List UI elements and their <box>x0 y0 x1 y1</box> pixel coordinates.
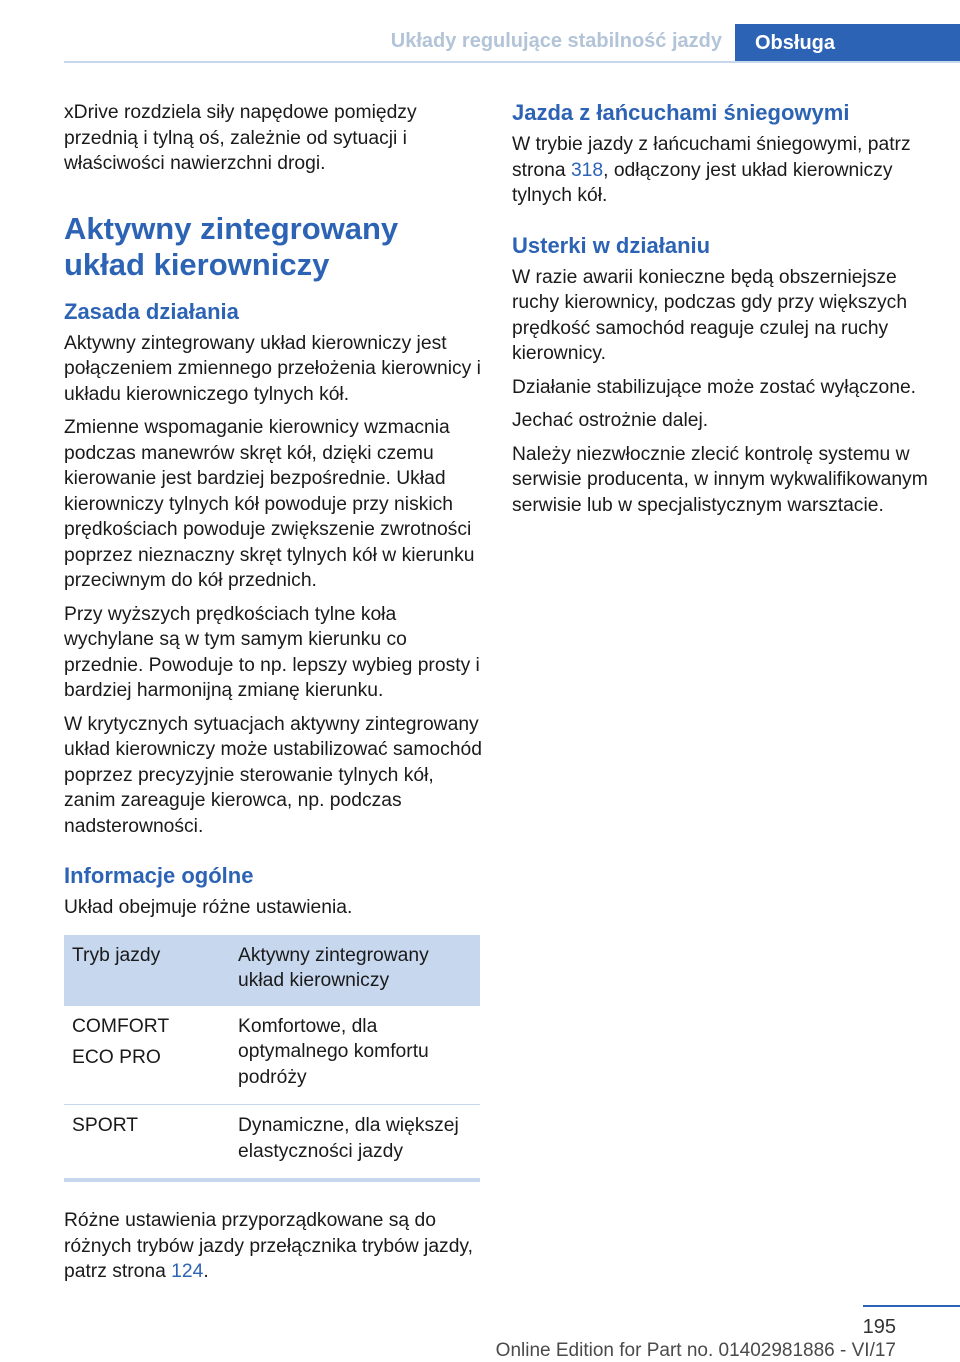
section-title: Układy regulujące stabilność jazdy <box>390 30 722 52</box>
text: Różne ustawienia przyporządkowane są do różnych trybów jazdy przełącznika trybów jazdy, patrz strona <box>64 1210 473 1282</box>
mode-label: ECO PRO <box>72 1047 161 1068</box>
mode-label: COMFORT <box>72 1015 170 1037</box>
right-column <box>512 100 932 526</box>
subheading-snow-chains: Jazda z łańcuchami śniegowymi <box>512 100 850 125</box>
subheading-faults: Usterki w działaniu <box>512 232 711 258</box>
edition-watermark: Online Edition for Part no. 01402981886 - VI/17 <box>495 1340 896 1361</box>
subheading-principle: Zasada działania <box>64 298 239 324</box>
footer-divider <box>863 1305 960 1307</box>
paragraph: Zmienne wspomaganie kierownicy wzmacnia podczas manewrów skręt kół, dzięki czemu kierowanie jest bardziej bezpośrednie. Układ kierowniczy tylnych kół powoduje przy niskich prędkościach powoduje zwiększenie zwrotności poprzez nieznaczny skręt tylnych kół w kierunku przeciwnym do kół przednich. <box>64 417 475 591</box>
paragraph: Przy wyższych prędkościach tylne koła wychylane są w tym samym kierunku co przednie. Powoduje to np. lepszy wybieg prosty i bardziej harmonijną zmianę kierunku. <box>64 603 480 701</box>
text: , odłączony jest układ kierowniczy tylnych kół. <box>512 159 893 206</box>
text: W trybie jazdy z łańcuchami śniegowymi, patrz strona <box>512 134 911 181</box>
paragraph: Układ obejmuje różne ustawienia. <box>64 897 353 918</box>
paragraph: Działanie stabilizujące może zostać wyłączone. <box>512 376 917 398</box>
paragraph-with-link <box>64 1208 482 1285</box>
left-column <box>64 100 482 1293</box>
page-link[interactable]: 124 <box>171 1261 204 1282</box>
page-header <box>0 0 960 64</box>
page-link[interactable]: 318 <box>570 159 604 181</box>
punctuation: . <box>203 1261 209 1282</box>
table-cell-value: Dynamiczne, dla większej elastyczności jazdy <box>230 1105 480 1181</box>
table-row <box>64 1105 480 1181</box>
paragraph: W razie awarii konieczne będą obszerniejsze ruchy kierownicy, podczas gdy przy większych prędkość samochód reaguje czulej na ruchy kierownicy. <box>512 266 908 364</box>
table-header-row <box>64 935 480 1006</box>
paragraph-with-link <box>512 132 932 209</box>
table-row <box>64 1006 480 1105</box>
table-header-mode: Tryb jazdy <box>64 935 230 1006</box>
intro-paragraph: xDrive rozdziela siły napędowe pomiędzy przednią i tylną oś, zależnie od sytuacji i właściwości nawierzchni drogi. <box>64 102 417 174</box>
header-divider <box>64 61 960 63</box>
paragraph: Należy niezwłocznie zlecić kontrolę systemu w serwisie producenta, w innym wykwalifikowanym serwisie lub w specjalistycznym warsztacie. <box>512 443 928 516</box>
chapter-tab[interactable]: Obsługa <box>735 24 960 62</box>
subheading-general: Informacje ogólne <box>64 863 254 888</box>
paragraph: W krytycznych sytuacjach aktywny zintegrowany układ kierowniczy może ustabilizować samochód poprzez precyzyjnie sterowanie tylnych kół, zanim zareaguje kierowca, np. podczas nadsterowności. <box>64 713 482 837</box>
page-number: 195 <box>862 1316 896 1338</box>
paragraph: Aktywny zintegrowany układ kierowniczy jest połączeniem zmiennego przełożenia kierownicy i układu kierowniczego tylnych kół. <box>64 332 481 405</box>
section-heading: Aktywny zintegrowany układ kierowniczy <box>64 210 399 282</box>
table-cell-mode <box>64 1006 230 1105</box>
settings-table <box>64 935 480 1183</box>
table-cell-mode: SPORT <box>64 1105 230 1181</box>
paragraph: Jechać ostrożnie dalej. <box>512 410 709 431</box>
table-header-steering: Aktywny zintegrowany układ kierowniczy <box>230 935 480 1006</box>
table-cell-value: Komfortowe, dla optymalnego komfortu podróży <box>230 1006 480 1105</box>
